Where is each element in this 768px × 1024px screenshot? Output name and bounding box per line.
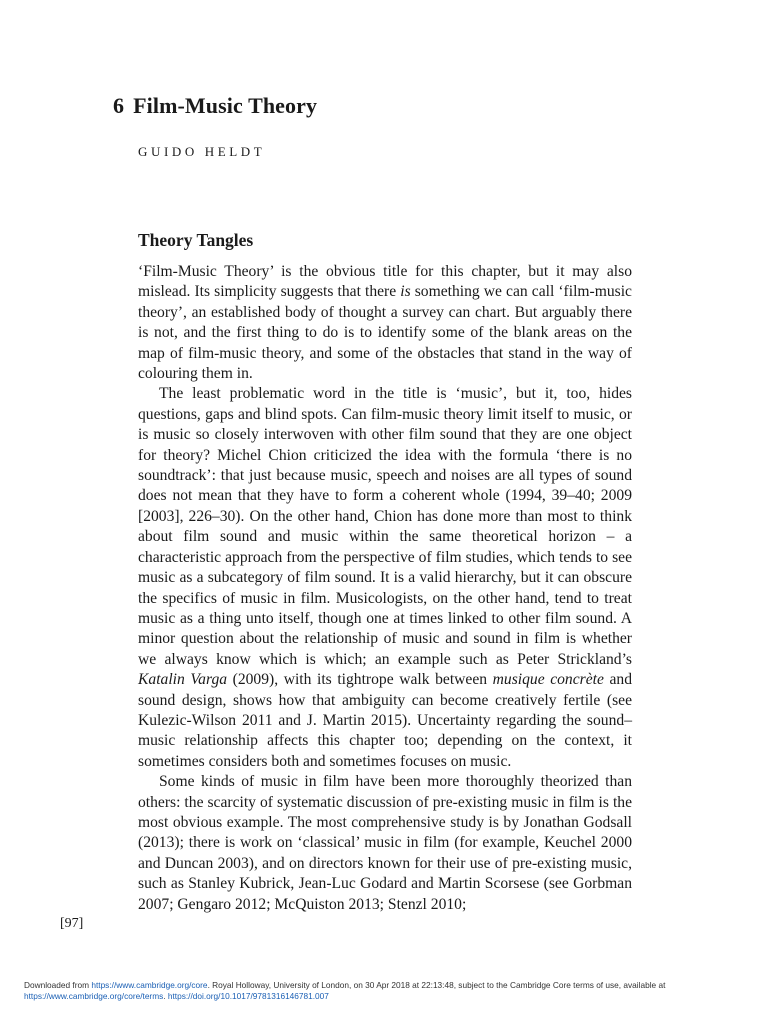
doi-link[interactable]: https://doi.org/10.1017/9781316146781.007 (167, 991, 329, 1001)
text-run: and sound design, shows how that ambiguity can become creatively fertile (see Kulezic-Wilson 2011 and J. Martin 2015). Uncertainty regarding the sound–music relationship affects this chapter too; depending on the context, it sometimes considers both and sometimes focuses on music. (138, 671, 633, 770)
text-run: something we can call ‘film-music theory’, an established body of thought a survey can chart. But arguably there is not, and the first thing to do is to identify some of the blank areas on the map of film-music theory, and some of the obstacles that stand in the way of colouring them in. (138, 283, 632, 383)
author-name: GUIDO HELDT (138, 144, 266, 159)
cambridge-core-link[interactable]: https://www.cambridge.org/core (91, 980, 208, 990)
chapter-title-text: Film-Music Theory (133, 93, 318, 118)
text-run: ‘Film-Music Theory’ is the obvious title for this chapter, but it may also mislead. Its simplicity suggests that there (138, 263, 632, 301)
footer-middle: . Royal Holloway, University of London, on 30 Apr 2018 at 22:13:48, subject to the Cambridge Core terms of use, available at (207, 980, 666, 990)
paragraph (138, 384, 632, 772)
footer-separator: . (163, 991, 168, 1001)
text-run: Some kinds of music in film have been more thoroughly theorized than others: the scarcity of systematic discussion of pre-existing music in film is the most obvious example. The most comprehensive study is by Jonathan Godsall (2013); there is work on ‘classical’ music in film (for example, Keuchel 2000 and Duncan 2003), and on directors known for their use of pre-existing music, such as Stanley Kubrick, Jean-Luc Godard and Martin Scorsese (see Gorbman 2007; Gengaro 2012; McQuiston 2013; Stenzl 2010; (138, 773, 632, 913)
download-footer (24, 980, 736, 1002)
text-run: (2009), with its tightrope walk between (227, 671, 493, 689)
italic-text: Katalin Varga (138, 671, 228, 689)
chapter-title (113, 93, 317, 119)
cambridge-terms-link[interactable]: https://www.cambridge.org/core/terms (24, 991, 164, 1001)
footer-prefix: Downloaded from (24, 980, 92, 990)
section-heading: Theory Tangles (138, 230, 254, 250)
paragraph (138, 772, 632, 915)
italic-text: musique concrète (492, 671, 604, 689)
body-text (138, 262, 632, 915)
text-run: The least problematic word in the title is ‘music’, but it, too, hides questions, gaps and blind spots. Can film-music theory limit itself to music, or is music so closely interwoven with other film sound that they are one object for theory? Michel Chion criticized the idea with the formula ‘there is no soundtrack’: that just because music, speech and noises are all types of sound does not mean that they have to form a coherent whole (1994, 39–40; 2009 [2003], 226–30). On the other hand, Chion has done more than most to think about film sound and music within the same theoretical horizon – a characteristic approach from the perspective of film studies, which tends to see music as a subcategory of film sound. It is a valid hierarchy, but it can obscure the specifics of music in film. Musicologists, on the other hand, tend to treat music as a thing unto itself, though one at times linked to other film sound. A minor question about the relationship of music and sound in film is whether we always know which is which; an example such as Peter Strickland’s (138, 385, 632, 668)
italic-text: is (400, 283, 411, 301)
chapter-number: 6 (113, 93, 125, 118)
page-number: [97] (60, 916, 84, 931)
paragraph (138, 262, 632, 384)
